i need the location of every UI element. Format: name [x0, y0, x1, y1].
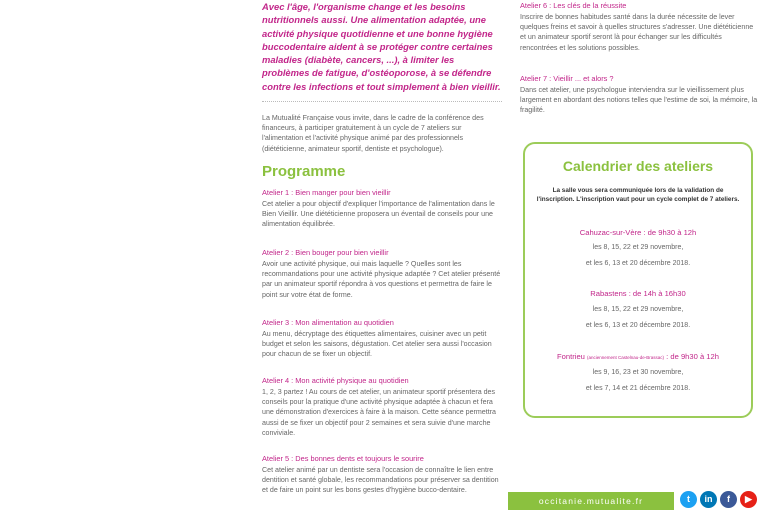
- lead-paragraph: La Mutualité Française vous invite, dans le cadre de la conférence des financeurs, à participer gratuitement à un cycle de 7 ateliers sur l'alimentation et l'activité physique animé par des professionnels (diététicienne, animateur sportif, dentiste et psychologue).: [262, 114, 484, 153]
- atelier-3: [262, 318, 502, 360]
- calendar-box: [523, 142, 753, 418]
- session-dates: et les 6, 13 et 20 décembre 2018.: [585, 260, 691, 267]
- session-dates: les 9, 16, 23 et 30 novembre,: [592, 369, 684, 376]
- website-banner[interactable]: [508, 492, 674, 510]
- atelier-text: Dans cet atelier, une psychologue interviendra sur le vieillissement plus largement en abordant des notions telles que l'estime de soi, la mémoire, la fragilité.: [520, 86, 758, 115]
- session-dates: les 8, 15, 22 et 29 novembre,: [592, 306, 684, 313]
- atelier-1: [262, 188, 502, 230]
- atelier-7: [520, 74, 758, 116]
- programme-title: Programme: [262, 163, 346, 180]
- session-dates: et les 7, 14 et 21 décembre 2018.: [585, 385, 691, 392]
- atelier-title: Atelier 5 : Des bonnes dents et toujours le sourire: [262, 454, 424, 463]
- session-dates: et les 6, 13 et 20 décembre 2018.: [585, 322, 691, 329]
- atelier-title: Atelier 3 : Mon alimentation au quotidien: [262, 318, 394, 327]
- atelier-text: Cet atelier animé par un dentiste sera l'occasion de connaître le lien entre dentition et santé globale, les recommandations pour préserver sa dentition et de faire un point sur les bons gestes d'hygiène bucco-dentaire.: [262, 466, 499, 495]
- atelier-4: [262, 376, 502, 438]
- twitter-icon[interactable]: t: [680, 491, 697, 508]
- linkedin-icon[interactable]: in: [700, 491, 717, 508]
- place-time: : de 9h30 à 12h: [664, 352, 719, 361]
- atelier-5: [262, 454, 502, 496]
- atelier-text: Cet atelier a pour objectif d'expliquer l'importance de l'alimentation dans le Bien Vieillir. Une diététicienne proposera un éventail de conseils pour une alimentation équilibrée.: [262, 200, 495, 229]
- place-name: Fontrieu: [557, 352, 585, 361]
- atelier-text: Au menu, décryptage des étiquettes alimentaires, cuisiner avec un petit budget et selon les saisons, dégustation. Cet atelier sera aussi l'occasion pour chacun de se fixer un objectif.: [262, 330, 492, 359]
- session-place: [529, 352, 747, 361]
- session-dates: les 8, 15, 22 et 29 novembre,: [592, 244, 684, 251]
- atelier-text: Avoir une activité physique, oui mais laquelle ? Quelles sont les recommandations pour une activité physique adaptée ? Cet atelier présenté par un animateur sportif répondra à vos questions et permettra de faire le point sur votre état de forme.: [262, 260, 501, 299]
- atelier-title: Atelier 7 : Vieillir ... et alors ?: [520, 74, 614, 83]
- atelier-title: Atelier 1 : Bien manger pour bien vieillir: [262, 188, 391, 197]
- calendar-note: La salle vous sera communiquée lors de la validation de l'inscription. L'inscription vaut pour un cycle complet de 7 ateliers.: [536, 187, 740, 203]
- atelier-text: Inscrire de bonnes habitudes santé dans la durée nécessite de lever quelques freins et savoir à quelles structures s'adresser. Une diététicienne et un animateur sportif seront là pour échanger sur les difficultés rencontrées et les solutions possibles.: [520, 13, 754, 52]
- atelier-title: Atelier 2 : Bien bouger pour bien vieillir: [262, 248, 389, 257]
- session-place: Cahuzac-sur-Vère : de 9h30 à 12h: [579, 228, 697, 237]
- calendar-title: Calendrier des ateliers: [562, 158, 714, 174]
- divider: [262, 101, 502, 102]
- atelier-text: 1, 2, 3 partez ! Au cours de cet atelier, un animateur sportif présentera des conseils pour la pratique d'une activité physique adaptée à chacun et fera une démonstration d'exercices à faire à la maison. Cette séance permettra aussi de se fixer un objectif pour 2 semaines et sera suivie d'une marche conviviale.: [262, 388, 496, 437]
- atelier-title: Atelier 4 : Mon activité physique au quotidien: [262, 376, 409, 385]
- facebook-icon[interactable]: f: [720, 491, 737, 508]
- atelier-6: [520, 1, 758, 53]
- atelier-2: [262, 248, 502, 300]
- youtube-icon[interactable]: ▶: [740, 491, 757, 508]
- intro-text: Avec l'âge, l'organisme change et les besoins nutritionnels aussi. Une alimentation adaptée, une activité physique quotidienne et une bonne hygiène buccodentaire aident à se protéger contre certaines maladies (diabète, cancers, ...), à limiter les problèmes de fatigue, d'ostéoporose, à se défendre contre les infections et tout simplement à bien vieillir.: [262, 1, 501, 92]
- place-note: (anciennement Castelnau-de-Brassac): [587, 355, 665, 360]
- website-url[interactable]: occitanie.mutualite.fr: [538, 496, 644, 506]
- session-place: Rabastens : de 14h à 16h30: [590, 289, 686, 298]
- atelier-title: Atelier 6 : Les clés de la réussite: [520, 1, 627, 10]
